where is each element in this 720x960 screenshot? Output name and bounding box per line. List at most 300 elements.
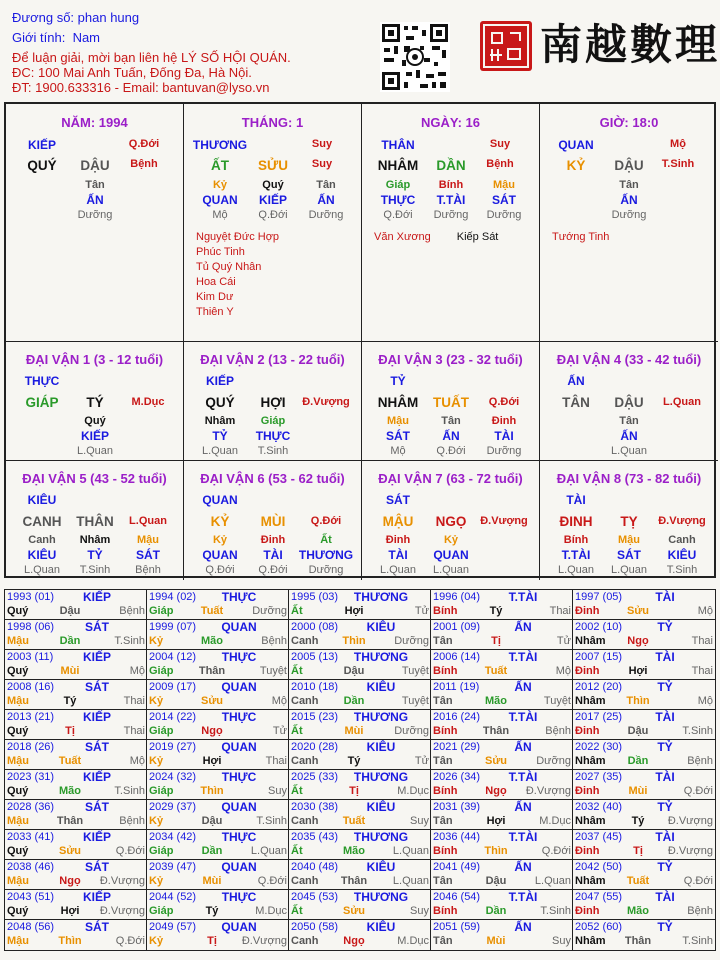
annual-cell (573, 740, 715, 770)
luck-hidden-stage: L.Quan (201, 445, 239, 457)
annual-year: 1998 (06) (7, 621, 55, 633)
annual-branch: Dần (343, 695, 365, 707)
luck-hidden-god: SÁT (617, 548, 641, 562)
pillar-stem: QUÝ (27, 158, 57, 173)
shen-sha-list (552, 230, 609, 245)
annual-cell (431, 740, 573, 770)
annual-god: KIẾP (82, 650, 111, 664)
annual-stem: Mậu (7, 635, 29, 647)
luck-hidden-god: ẤN (620, 429, 638, 443)
annual-branch: Mão (201, 635, 223, 647)
annual-stage: Thai (123, 695, 145, 707)
annual-stage: Mộ (129, 755, 145, 767)
luck-stem: QUÝ (205, 395, 235, 410)
luck-pillar-cell-2 (184, 342, 362, 461)
luck-hidden-stem: Đinh (260, 534, 286, 546)
annual-god: KIẾP (82, 830, 111, 844)
annual-god: KIÊU (366, 680, 396, 694)
annual-stage: Đ.Vượng (525, 785, 571, 797)
annual-god: THƯƠNG (353, 830, 409, 844)
pillar-cell-2 (362, 104, 540, 342)
pillar-title: THÁNG: 1 (241, 115, 304, 130)
annual-stem: Đinh (575, 845, 600, 857)
annual-branch: Dậu (485, 875, 507, 887)
owner-line (12, 10, 139, 26)
pillar-stem-stage: Suy (489, 138, 511, 150)
annual-cell (573, 590, 715, 620)
annual-year: 2048 (56) (7, 921, 55, 933)
annual-stem: Tân (433, 815, 453, 827)
annual-branch: Thìn (200, 785, 224, 797)
annual-god: THỰC (221, 650, 257, 664)
annual-stem: Nhâm (575, 755, 606, 767)
annual-cell (431, 680, 573, 710)
annual-year: 2049 (57) (149, 921, 197, 933)
luck-hidden-stage: L.Quan (432, 564, 470, 576)
annual-branch: Hợi (60, 905, 80, 917)
annual-year: 2027 (35) (575, 771, 623, 783)
annual-branch: Tuất (342, 815, 366, 827)
pillar-stem-stage: Suy (311, 138, 333, 150)
annual-cell (147, 890, 289, 920)
luck-hidden-stage: L.Quan (610, 564, 648, 576)
annual-year: 2045 (53) (291, 891, 339, 903)
luck-hidden-stem: Mậu (387, 415, 409, 427)
annual-stage: Suy (552, 935, 571, 947)
annual-god: TỶ (657, 620, 673, 634)
annual-branch: Thân (198, 665, 226, 677)
hidden-stem-stage: Dưỡng (308, 209, 344, 221)
annual-stem: Canh (291, 815, 319, 827)
annual-year: 2046 (54) (433, 891, 481, 903)
annual-stage: Bệnh (119, 815, 145, 827)
annual-stem: Ất (291, 785, 303, 797)
annual-stem: Quý (7, 905, 29, 917)
annual-stem: Giáp (149, 665, 174, 677)
annual-cell (5, 890, 147, 920)
annual-year: 1997 (05) (575, 591, 623, 603)
annual-branch: Tý (347, 755, 361, 767)
luck-hidden-stem: Kỷ (212, 534, 228, 546)
shen-sha-item: Tướng Tinh (552, 231, 610, 243)
annual-stage: Đ.Vượng (241, 935, 287, 947)
annual-branch: Ngọ (201, 725, 223, 737)
annual-stage: Mộ (271, 695, 287, 707)
annual-stem: Quý (7, 605, 29, 617)
annual-god: T.TÀI (508, 650, 538, 664)
annual-stage: Suy (410, 815, 429, 827)
annual-year: 2013 (21) (7, 711, 55, 723)
annual-branch: Thìn (58, 935, 82, 947)
annual-branch: Tị (633, 845, 643, 857)
luck-hidden-stage: Mộ (390, 445, 406, 457)
annual-year: 2020 (28) (291, 741, 339, 753)
annual-branch: Tý (489, 605, 503, 617)
annual-god: T.TÀI (508, 830, 538, 844)
annual-year: 2022 (30) (575, 741, 623, 753)
annual-god: THỰC (221, 590, 257, 604)
annual-stage: L.Quan (392, 845, 429, 857)
annual-god: THƯƠNG (353, 770, 409, 784)
hidden-stem-stage: Dưỡng (486, 209, 522, 221)
annual-stage: Q.Đới (115, 845, 145, 857)
annual-cell (573, 710, 715, 740)
luck-pillar-cell-4 (540, 342, 718, 461)
annual-year: 2023 (31) (7, 771, 55, 783)
annual-cell (147, 680, 289, 710)
annual-stem: Quý (7, 845, 29, 857)
hidden-stem-god: T.TÀI (436, 193, 466, 207)
annual-stem: Tân (433, 755, 453, 767)
luck-stage: L.Quan (129, 515, 167, 527)
annual-stage: Q.Đới (541, 845, 571, 857)
annual-god: T.TÀI (508, 590, 538, 604)
luck-hidden-stage: Q.Đới (258, 564, 288, 576)
pillar-branch: SỬU (258, 158, 288, 173)
annual-stem: Tân (433, 635, 453, 647)
hidden-stem: Tân (619, 179, 639, 191)
luck-pillar-cell-8 (540, 461, 718, 580)
annual-branch: Mùi (202, 875, 222, 887)
hidden-stem-god: ẤN (317, 193, 335, 207)
annual-branch: Tý (631, 815, 645, 827)
luck-hidden-god: TÀI (388, 548, 408, 562)
annual-stage: T.Sinh (256, 815, 287, 827)
annual-year: 2010 (18) (291, 681, 339, 693)
annual-god: TỶ (657, 860, 673, 874)
annual-stage: T.Sinh (114, 785, 145, 797)
annual-stage: M.Dục (539, 815, 571, 827)
annual-stem: Giáp (149, 605, 174, 617)
annual-branch: Sửu (626, 605, 650, 617)
luck-hidden-stage: T.Sinh (79, 564, 111, 576)
annual-stage: Q.Đới (257, 875, 287, 887)
pillar-branch-stage: T.Sinh (661, 158, 695, 170)
annual-year: 2037 (45) (575, 831, 623, 843)
hidden-stem-stage: Mộ (212, 209, 228, 221)
annual-cell (147, 710, 289, 740)
luck-hidden-stem: Kỷ (443, 534, 459, 546)
annual-god: ẤN (514, 800, 532, 814)
pillar-stem-god: QUAN (558, 138, 594, 152)
annual-stage: Q.Đới (683, 875, 713, 887)
annual-branch: Mùi (344, 725, 364, 737)
annual-god: TÀI (655, 650, 675, 664)
annual-stage: Đ.Vượng (99, 905, 145, 917)
annual-stem: Tân (433, 695, 453, 707)
annual-luck-table (4, 589, 716, 951)
contact-line-2: ĐC: 100 Mai Anh Tuấn, Đống Đa, Hà Nội. (12, 65, 252, 80)
annual-god: QUAN (221, 740, 257, 754)
annual-god: TỶ (657, 680, 673, 694)
annual-cell (573, 830, 715, 860)
hidden-stem: Mậu (493, 179, 515, 191)
annual-year: 2021 (29) (433, 741, 481, 753)
annual-god: QUAN (221, 680, 257, 694)
annual-branch: Hợi (628, 665, 648, 677)
annual-year: 2050 (58) (291, 921, 339, 933)
annual-god: SÁT (85, 680, 109, 694)
shen-sha-item: Hoa Cái (196, 276, 236, 288)
chart-header (0, 0, 720, 100)
annual-stage: Dưỡng (252, 605, 287, 617)
annual-cell (147, 650, 289, 680)
pillar-stem-god: THƯƠNG (192, 138, 248, 152)
annual-year: 2047 (55) (575, 891, 623, 903)
annual-stage: Tuyệt (401, 695, 429, 707)
luck-hidden-stage: L.Quan (379, 564, 417, 576)
annual-stage: Tuyệt (543, 695, 571, 707)
annual-branch: Sửu (342, 905, 366, 917)
annual-stage: Dưỡng (536, 755, 571, 767)
annual-stage: Mộ (555, 665, 571, 677)
annual-cell (289, 740, 431, 770)
annual-cell (289, 860, 431, 890)
luck-stem: KỶ (210, 514, 230, 529)
annual-cell (431, 770, 573, 800)
annual-year: 2026 (34) (433, 771, 481, 783)
annual-year: 2032 (40) (575, 801, 623, 813)
annual-year: 2044 (52) (149, 891, 197, 903)
luck-hidden-god: KIÊU (27, 548, 57, 562)
luck-pillar-title: ĐẠI VẬN 1 (3 - 12 tuổi) (25, 352, 164, 367)
annual-god: SÁT (85, 620, 109, 634)
luck-pillar-cell-6 (184, 461, 362, 580)
luck-branch: NGỌ (435, 514, 467, 529)
luck-hidden-stem: Bính (563, 534, 589, 546)
annual-stem: Nhâm (575, 815, 606, 827)
luck-hidden-god: ẤN (442, 429, 460, 443)
annual-stem: Giáp (149, 905, 174, 917)
luck-pillar-title: ĐẠI VẬN 2 (13 - 22 tuổi) (200, 352, 345, 367)
annual-stem: Bính (433, 665, 458, 677)
annual-stage: Suy (410, 905, 429, 917)
annual-branch: Thân (624, 935, 652, 947)
annual-stem: Kỷ (149, 755, 164, 767)
annual-cell (431, 890, 573, 920)
annual-cell (5, 860, 147, 890)
annual-cell (5, 680, 147, 710)
annual-year: 1995 (03) (291, 591, 339, 603)
annual-god: QUAN (221, 860, 257, 874)
annual-year: 2015 (23) (291, 711, 339, 723)
annual-cell (573, 680, 715, 710)
annual-branch: Hợi (202, 755, 222, 767)
pillar-title: GIỜ: 18:0 (599, 115, 659, 130)
luck-hidden-stem: Đinh (385, 534, 411, 546)
annual-stem: Ất (291, 605, 303, 617)
annual-year: 2003 (11) (7, 651, 54, 663)
annual-branch: Thân (56, 815, 84, 827)
annual-cell (289, 590, 431, 620)
annual-year: 2043 (51) (7, 891, 55, 903)
annual-branch: Tuất (626, 875, 650, 887)
luck-hidden-stem: Tân (619, 415, 639, 427)
annual-year: 2006 (14) (433, 651, 481, 663)
annual-branch: Tuất (58, 755, 82, 767)
annual-cell (147, 860, 289, 890)
annual-god: T.TÀI (508, 710, 538, 724)
luck-hidden-god: KIÊU (667, 548, 697, 562)
annual-branch: Mão (627, 905, 649, 917)
annual-stage: T.Sinh (682, 935, 713, 947)
annual-cell (573, 770, 715, 800)
annual-year: 1996 (04) (433, 591, 481, 603)
luck-hidden-god: KIẾP (80, 429, 110, 443)
annual-stem: Nhâm (575, 635, 606, 647)
annual-cell (573, 920, 715, 950)
luck-hidden-god: T.TÀI (561, 548, 591, 562)
luck-hidden-god: SÁT (136, 548, 160, 562)
annual-stage: Bệnh (261, 635, 287, 647)
annual-year: 1994 (02) (149, 591, 197, 603)
shen-sha-list (374, 230, 524, 245)
luck-branch: HỢI (260, 395, 286, 410)
annual-stem: Quý (7, 665, 29, 677)
contact-line-3: ĐT: 1900.633316 - Email: bantuvan@lyso.vn (12, 80, 270, 95)
annual-branch: Thân (482, 725, 510, 737)
shen-sha-item: Kiếp Sát (456, 231, 499, 243)
shen-sha-item: Thiên Y (196, 306, 234, 318)
annual-branch: Dậu (201, 815, 223, 827)
pillar-branch: DẦN (436, 158, 466, 173)
annual-year: 2008 (16) (7, 681, 55, 693)
annual-year: 2001 (09) (433, 621, 481, 633)
annual-branch: Mùi (486, 935, 506, 947)
annual-stem: Giáp (149, 785, 174, 797)
annual-stage: Đ.Vượng (667, 815, 713, 827)
luck-hidden-stage: L.Quan (610, 445, 648, 457)
annual-stem: Ất (291, 845, 303, 857)
annual-stem: Bính (433, 845, 458, 857)
annual-god: T.TÀI (508, 890, 538, 904)
hidden-stem: Kỷ (212, 179, 228, 191)
luck-hidden-stage: L.Quan (557, 564, 595, 576)
annual-branch: Mão (485, 695, 507, 707)
luck-pillar-cell-5 (6, 461, 184, 580)
hidden-stem-stage: Dưỡng (611, 209, 647, 221)
annual-stage: Tuyệt (401, 665, 429, 677)
pillar-stem: ẤT (211, 158, 229, 173)
annual-cell (147, 920, 289, 950)
annual-cell (5, 920, 147, 950)
luck-hidden-god: THƯƠNG (298, 548, 354, 562)
luck-hidden-stage: T.Sinh (257, 445, 289, 457)
annual-stem: Mậu (7, 875, 29, 887)
luck-hidden-stem: Canh (668, 534, 696, 546)
annual-branch: Sửu (58, 845, 82, 857)
luck-hidden-stem: Nhâm (79, 534, 111, 546)
hidden-stem-god: KIẾP (258, 193, 288, 207)
annual-god: THỰC (221, 770, 257, 784)
annual-cell (431, 710, 573, 740)
annual-stem: Giáp (149, 725, 174, 737)
pillar-cell-3 (540, 104, 718, 342)
shen-sha-item: Văn Xương (374, 231, 431, 243)
annual-stem: Ất (291, 665, 303, 677)
annual-branch: Tị (491, 635, 501, 647)
annual-year: 2011 (19) (433, 681, 480, 693)
annual-stem: Canh (291, 935, 319, 947)
annual-stem: Mậu (7, 935, 29, 947)
annual-god: TÀI (655, 590, 675, 604)
annual-branch: Thân (340, 875, 368, 887)
pillar-title: NĂM: 1994 (61, 115, 128, 130)
annual-god: TÀI (655, 830, 675, 844)
luck-hidden-stem: Tân (441, 415, 461, 427)
annual-branch: Tị (207, 935, 217, 947)
annual-year: 2009 (17) (149, 681, 197, 693)
annual-branch: Ngọ (343, 935, 365, 947)
annual-cell (431, 590, 573, 620)
annual-cell (147, 770, 289, 800)
annual-stem: Kỷ (149, 935, 164, 947)
luck-pillar-title: ĐẠI VẬN 3 (23 - 32 tuổi) (378, 352, 523, 367)
annual-branch: Dần (627, 755, 649, 767)
luck-stem: CANH (22, 514, 62, 529)
pillar-stem: KỶ (566, 158, 586, 173)
luck-pillar-title: ĐẠI VẬN 6 (53 - 62 tuổi) (200, 471, 345, 486)
annual-stage: L.Quan (392, 875, 429, 887)
annual-god: KIÊU (366, 620, 396, 634)
hidden-stem: Tân (85, 179, 105, 191)
annual-cell (289, 800, 431, 830)
annual-god: TỶ (657, 800, 673, 814)
annual-cell (573, 890, 715, 920)
annual-stem: Giáp (149, 845, 174, 857)
annual-year: 1999 (07) (149, 621, 197, 633)
annual-branch: Hợi (486, 815, 506, 827)
annual-branch: Dậu (59, 605, 81, 617)
annual-cell (5, 620, 147, 650)
annual-stage: Tử (272, 725, 287, 737)
annual-god: SÁT (85, 800, 109, 814)
annual-god: TÀI (655, 770, 675, 784)
annual-cell (573, 800, 715, 830)
annual-cell (289, 920, 431, 950)
luck-hidden-stage: L.Quan (23, 564, 61, 576)
annual-cell (5, 590, 147, 620)
shen-sha-item: Nguyệt Đức Hợp (196, 231, 280, 243)
annual-god: SÁT (85, 740, 109, 754)
annual-stage: Q.Đới (115, 935, 145, 947)
hidden-stem-stage: Dưỡng (433, 209, 469, 221)
annual-cell (5, 740, 147, 770)
annual-cell (289, 770, 431, 800)
hidden-stem-god: ẤN (620, 193, 638, 207)
annual-stem: Kỷ (149, 635, 164, 647)
annual-stem: Đinh (575, 905, 600, 917)
annual-god: ẤN (514, 860, 532, 874)
annual-god: SÁT (85, 860, 109, 874)
annual-god: KIẾP (82, 770, 111, 784)
annual-cell (289, 830, 431, 860)
luck-stem-god: THỰC (24, 374, 60, 388)
luck-hidden-stage: T.Sinh (666, 564, 698, 576)
luck-hidden-stage: Bệnh (135, 564, 161, 576)
pillar-stem-stage: Q.Đới (128, 138, 160, 150)
annual-stage: Tuyệt (259, 665, 287, 677)
annual-cell (289, 680, 431, 710)
luck-pillar-title: ĐẠI VẬN 7 (63 - 72 tuổi) (378, 471, 523, 486)
annual-god: THƯƠNG (353, 650, 409, 664)
annual-year: 2031 (39) (433, 801, 481, 813)
annual-stage: Bệnh (119, 605, 145, 617)
annual-god: TÀI (655, 710, 675, 724)
luck-pillar-cell-1 (6, 342, 184, 461)
luck-hidden-stem: Mậu (618, 534, 640, 546)
annual-branch: Dậu (343, 665, 365, 677)
